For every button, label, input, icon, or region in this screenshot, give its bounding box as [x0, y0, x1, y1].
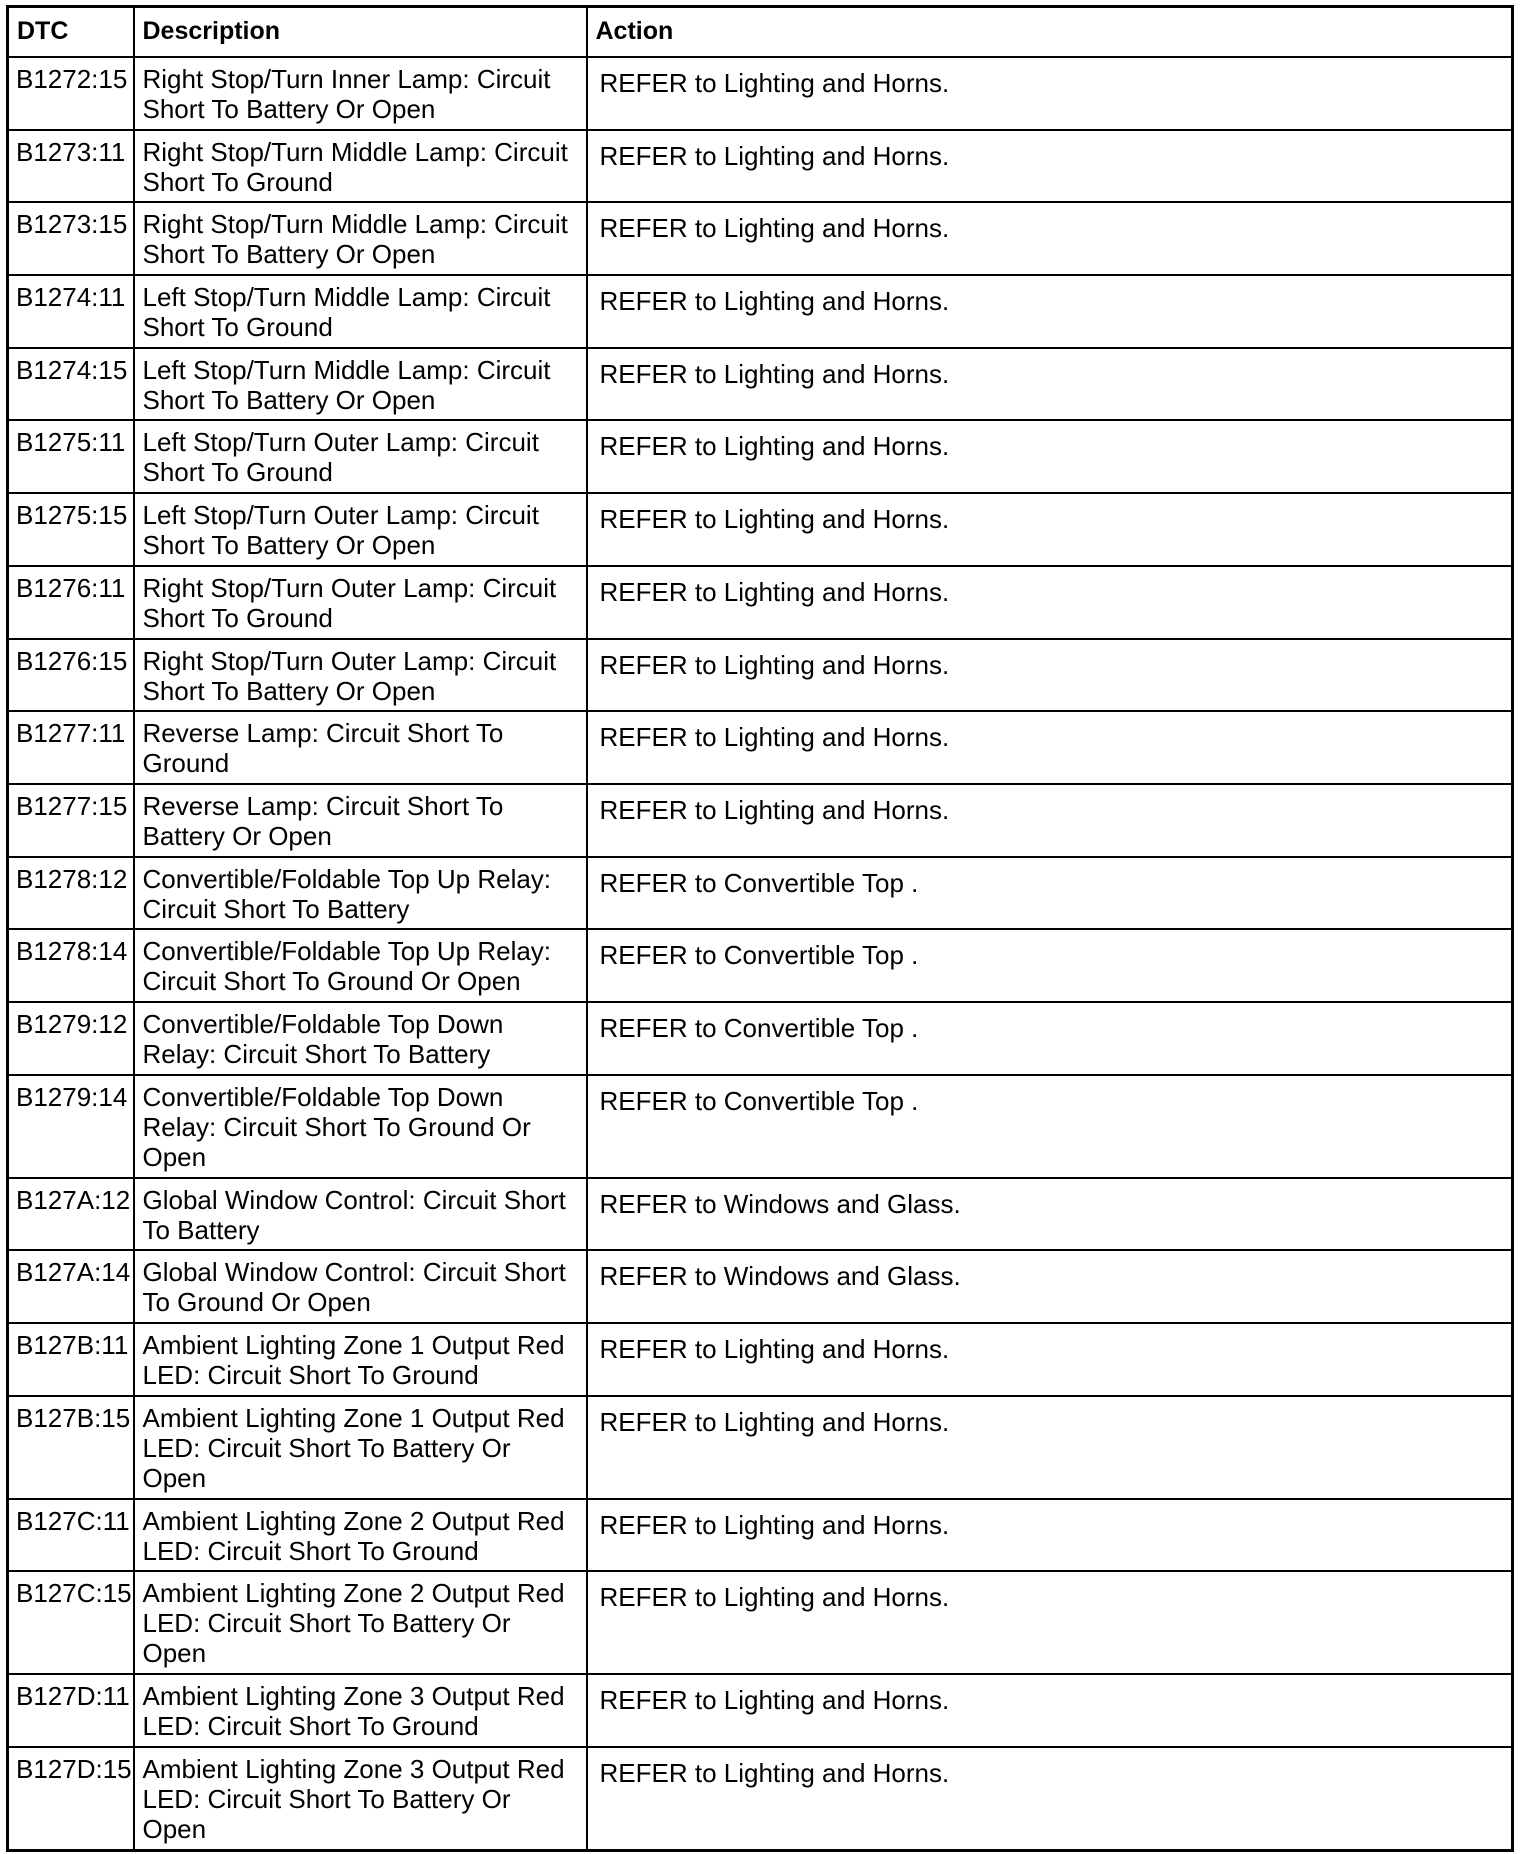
dtc-table: [6, 5, 1514, 1852]
dtc-code-cell: B1275:11: [8, 420, 134, 493]
action-cell: REFER to Lighting and Horns.: [587, 639, 1513, 712]
dtc-code-cell: B1276:11: [8, 566, 134, 639]
dtc-code-cell: B1277:11: [8, 711, 134, 784]
dtc-code-cell: B127B:15: [8, 1396, 134, 1499]
dtc-code-cell: B127D:11: [8, 1674, 134, 1747]
description-cell: Reverse Lamp: Circuit Short To Ground: [134, 711, 587, 784]
table-row: [8, 1747, 1513, 1851]
action-cell: REFER to Windows and Glass.: [587, 1250, 1513, 1323]
dtc-code-cell: B1274:15: [8, 348, 134, 421]
action-cell: REFER to Lighting and Horns.: [587, 57, 1513, 130]
table-row: [8, 929, 1513, 1002]
dtc-code-cell: B127A:14: [8, 1250, 134, 1323]
dtc-code-cell: B127C:15: [8, 1571, 134, 1674]
header-dtc: DTC: [8, 7, 134, 58]
action-cell: REFER to Convertible Top .: [587, 929, 1513, 1002]
description-cell: Ambient Lighting Zone 3 Output Red LED: Circuit Short To Battery Or Open: [134, 1747, 587, 1851]
action-cell: REFER to Lighting and Horns.: [587, 1571, 1513, 1674]
description-cell: Reverse Lamp: Circuit Short To Battery Or Open: [134, 784, 587, 857]
description-cell: Convertible/Foldable Top Up Relay: Circuit Short To Ground Or Open: [134, 929, 587, 1002]
dtc-code-cell: B1272:15: [8, 57, 134, 130]
description-cell: Convertible/Foldable Top Up Relay: Circuit Short To Battery: [134, 857, 587, 930]
description-cell: Left Stop/Turn Middle Lamp: Circuit Short To Ground: [134, 275, 587, 348]
table-row: [8, 1396, 1513, 1499]
description-cell: Ambient Lighting Zone 1 Output Red LED: Circuit Short To Battery Or Open: [134, 1396, 587, 1499]
description-cell: Right Stop/Turn Outer Lamp: Circuit Short To Ground: [134, 566, 587, 639]
description-cell: Ambient Lighting Zone 3 Output Red LED: Circuit Short To Ground: [134, 1674, 587, 1747]
dtc-code-cell: B127D:15: [8, 1747, 134, 1851]
description-cell: Right Stop/Turn Outer Lamp: Circuit Short To Battery Or Open: [134, 639, 587, 712]
description-cell: Left Stop/Turn Outer Lamp: Circuit Short To Battery Or Open: [134, 493, 587, 566]
action-cell: REFER to Lighting and Horns.: [587, 1674, 1513, 1747]
table-row: [8, 639, 1513, 712]
dtc-code-cell: B1277:15: [8, 784, 134, 857]
table-row: [8, 1674, 1513, 1747]
action-cell: REFER to Lighting and Horns.: [587, 1747, 1513, 1851]
dtc-code-cell: B1273:15: [8, 202, 134, 275]
table-row: [8, 1323, 1513, 1396]
description-cell: Left Stop/Turn Middle Lamp: Circuit Short To Battery Or Open: [134, 348, 587, 421]
table-row: [8, 1250, 1513, 1323]
action-cell: REFER to Lighting and Horns.: [587, 420, 1513, 493]
table-row: [8, 493, 1513, 566]
table-row: [8, 1178, 1513, 1251]
table-row: [8, 566, 1513, 639]
description-cell: Left Stop/Turn Outer Lamp: Circuit Short To Ground: [134, 420, 587, 493]
table-row: [8, 1075, 1513, 1178]
table-row: [8, 784, 1513, 857]
dtc-code-cell: B1273:11: [8, 130, 134, 203]
dtc-code-cell: B1279:14: [8, 1075, 134, 1178]
action-cell: REFER to Lighting and Horns.: [587, 711, 1513, 784]
table-header-row: [8, 7, 1513, 58]
description-cell: Ambient Lighting Zone 2 Output Red LED: Circuit Short To Ground: [134, 1499, 587, 1572]
table-row: [8, 857, 1513, 930]
dtc-code-cell: B127B:11: [8, 1323, 134, 1396]
dtc-code-cell: B1278:14: [8, 929, 134, 1002]
table-row: [8, 1002, 1513, 1075]
action-cell: REFER to Convertible Top .: [587, 857, 1513, 930]
action-cell: REFER to Lighting and Horns.: [587, 1323, 1513, 1396]
description-cell: Convertible/Foldable Top Down Relay: Circuit Short To Ground Or Open: [134, 1075, 587, 1178]
table-row: [8, 275, 1513, 348]
dtc-code-cell: B1274:11: [8, 275, 134, 348]
table-row: [8, 130, 1513, 203]
description-cell: Convertible/Foldable Top Down Relay: Circuit Short To Battery: [134, 1002, 587, 1075]
action-cell: REFER to Lighting and Horns.: [587, 784, 1513, 857]
description-cell: Right Stop/Turn Middle Lamp: Circuit Short To Battery Or Open: [134, 202, 587, 275]
action-cell: REFER to Lighting and Horns.: [587, 130, 1513, 203]
action-cell: REFER to Lighting and Horns.: [587, 348, 1513, 421]
action-cell: REFER to Convertible Top .: [587, 1075, 1513, 1178]
table-row: [8, 1571, 1513, 1674]
description-cell: Ambient Lighting Zone 2 Output Red LED: Circuit Short To Battery Or Open: [134, 1571, 587, 1674]
table-row: [8, 711, 1513, 784]
table-row: [8, 348, 1513, 421]
action-cell: REFER to Convertible Top .: [587, 1002, 1513, 1075]
description-cell: Right Stop/Turn Inner Lamp: Circuit Short To Battery Or Open: [134, 57, 587, 130]
action-cell: REFER to Lighting and Horns.: [587, 202, 1513, 275]
dtc-code-cell: B1278:12: [8, 857, 134, 930]
header-action: Action: [587, 7, 1513, 58]
header-description: Description: [134, 7, 587, 58]
dtc-code-cell: B1279:12: [8, 1002, 134, 1075]
action-cell: REFER to Lighting and Horns.: [587, 566, 1513, 639]
action-cell: REFER to Lighting and Horns.: [587, 1499, 1513, 1572]
action-cell: REFER to Windows and Glass.: [587, 1178, 1513, 1251]
dtc-code-cell: B127C:11: [8, 1499, 134, 1572]
dtc-code-cell: B1275:15: [8, 493, 134, 566]
dtc-code-cell: B1276:15: [8, 639, 134, 712]
table-row: [8, 1499, 1513, 1572]
table-row: [8, 57, 1513, 130]
dtc-table-container: [6, 5, 1514, 1852]
description-cell: Global Window Control: Circuit Short To Battery: [134, 1178, 587, 1251]
action-cell: REFER to Lighting and Horns.: [587, 1396, 1513, 1499]
action-cell: REFER to Lighting and Horns.: [587, 493, 1513, 566]
description-cell: Global Window Control: Circuit Short To Ground Or Open: [134, 1250, 587, 1323]
table-row: [8, 202, 1513, 275]
description-cell: Ambient Lighting Zone 1 Output Red LED: Circuit Short To Ground: [134, 1323, 587, 1396]
table-body: [8, 57, 1513, 1851]
action-cell: REFER to Lighting and Horns.: [587, 275, 1513, 348]
dtc-code-cell: B127A:12: [8, 1178, 134, 1251]
table-row: [8, 420, 1513, 493]
description-cell: Right Stop/Turn Middle Lamp: Circuit Short To Ground: [134, 130, 587, 203]
